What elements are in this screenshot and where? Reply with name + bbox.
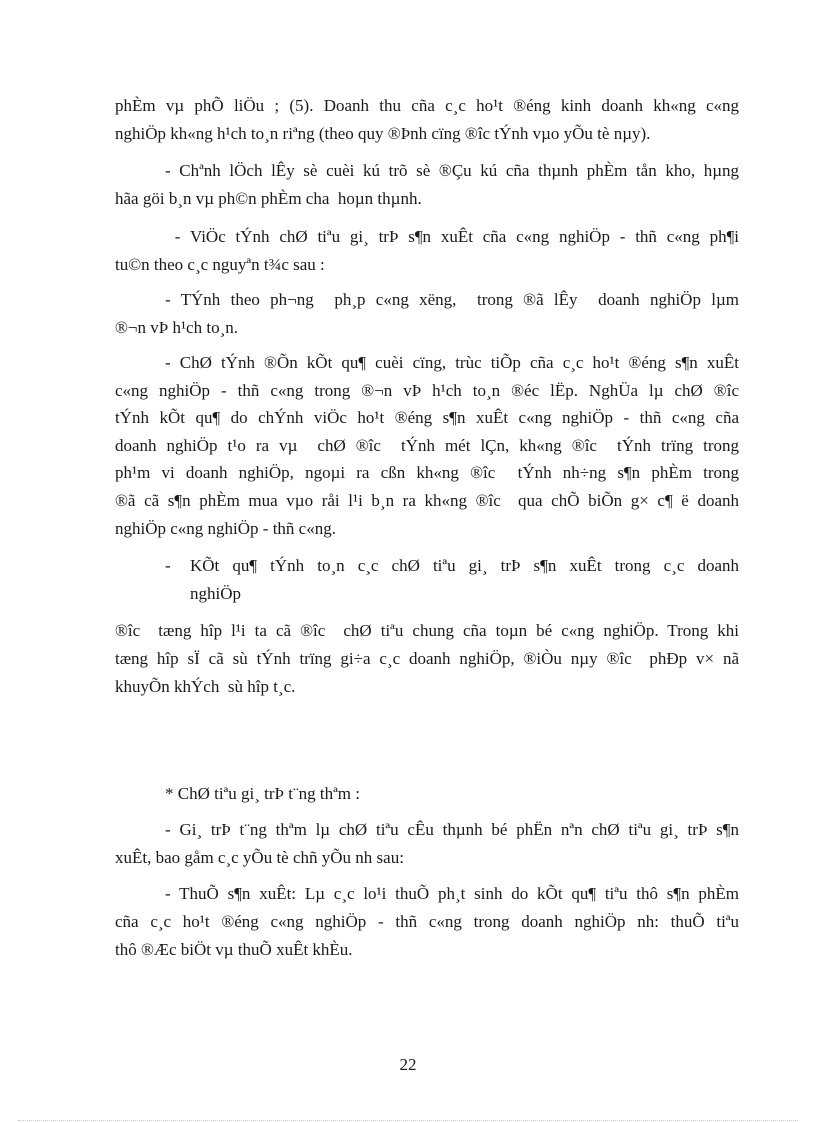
body-line: cña c¸c ho¹t ®éng c«ng nghiÖp - thñ c«ng trong doanh nghiÖp nh: thuÕ tiªu: [115, 912, 739, 931]
body-line: tu©n theo c¸c nguyªn t¾c sau :: [115, 255, 325, 274]
body-line: - ThuÕ s¶n xuÊt: Lµ c¸c lo¹i thuÕ ph¸t sinh do kÕt qu¶ tiªu thô s¶n phÈm: [165, 884, 739, 903]
body-line: - ChØ tÝnh ®Õn kÕt qu¶ cuèi cïng, trùc tiÕp cña c¸c ho¹t ®éng s¶n xuÊt: [165, 353, 739, 372]
body-line: hãa göi b¸n vµ ph©n phÈm cha hoµn thµnh.: [115, 189, 422, 208]
body-line: xuÊt, bao gåm c¸c yÕu tè chñ yÕu nh sau:: [115, 848, 404, 867]
page-bottom-divider: [18, 1120, 798, 1121]
body-line: nghiÖp c«ng nghiÖp - thñ c«ng.: [115, 519, 336, 538]
body-line: thô ®Æc biÖt vµ thuÕ xuÊt khÈu.: [115, 940, 353, 959]
body-line: phÈm vµ phÕ liÖu ; (5). Doanh thu cña c¸c ho¹t ®éng kinh doanh kh«ng c«ng: [115, 96, 739, 115]
body-line: nghiÖp: [190, 584, 241, 603]
body-line: doanh nghiÖp t¹o ra vµ chØ ®îc tÝnh mét lÇn, kh«ng ®îc tÝnh trïng trong: [115, 436, 739, 455]
body-line: ®îc tæng hîp l¹i ta cã ®îc chØ tiªu chung cña toµn bé c«ng nghiÖp. Trong khi: [115, 621, 739, 640]
body-line: tÝnh kÕt qu¶ do chÝnh viÖc ho¹t ®éng s¶n xuÊt c«ng nghiÖp - thñ c«ng cña: [115, 408, 739, 427]
body-line: ®ã cã s¶n phÈm mua vµo råi l¹i b¸n ra kh«ng ®îc qua chÕ biÕn g× c¶ ë doanh: [115, 491, 739, 510]
list-bullet: -: [165, 556, 171, 575]
section-heading: * ChØ tiªu gi¸ trÞ t¨ng thªm :: [165, 784, 360, 803]
body-line: khuyÕn khÝch sù hîp t¸c.: [115, 677, 296, 696]
body-line: tæng hîp sÏ cã sù tÝnh trïng gi÷a c¸c doanh nghiÖp, ®iÒu nµy ®îc phÐp v× nã: [115, 649, 739, 668]
body-line: - TÝnh theo ph¬ng ph¸p c«ng xëng, trong ®ã lÊy doanh nghiÖp lµm: [165, 290, 739, 309]
body-line: ®¬n vÞ h¹ch to¸n.: [115, 318, 238, 337]
page-number: 22: [399, 1055, 417, 1074]
body-line: - ViÖc tÝnh chØ tiªu gi¸ trÞ s¶n xuÊt cña c«ng nghiÖp - thñ c«ng ph¶i: [165, 227, 739, 246]
body-line: - Chªnh lÖch lÊy sè cuèi kú trõ sè ®Çu kú cña thµnh phÈm tån kho, hµng: [165, 161, 739, 180]
body-line: ph¹m vi doanh nghiÖp, ngoµi ra cßn kh«ng ®îc tÝnh nh÷ng s¶n phÈm trong: [115, 463, 739, 482]
body-line: c«ng nghiÖp - thñ c«ng trong ®¬n vÞ h¹ch to¸n ®éc lËp. NghÜa lµ chØ ®îc: [115, 381, 739, 400]
body-line: KÕt qu¶ tÝnh to¸n c¸c chØ tiªu gi¸ trÞ s¶n xuÊt trong c¸c doanh: [190, 556, 739, 575]
body-line: nghiÖp kh«ng h¹ch to¸n riªng (theo quy ®Þnh cïng ®îc tÝnh vµo yÕu tè nµy).: [115, 124, 651, 143]
body-line: - Gi¸ trÞ t¨ng thªm lµ chØ tiªu cÊu thµnh bé phËn nªn chØ tiªu gi¸ trÞ s¶n: [165, 820, 739, 839]
